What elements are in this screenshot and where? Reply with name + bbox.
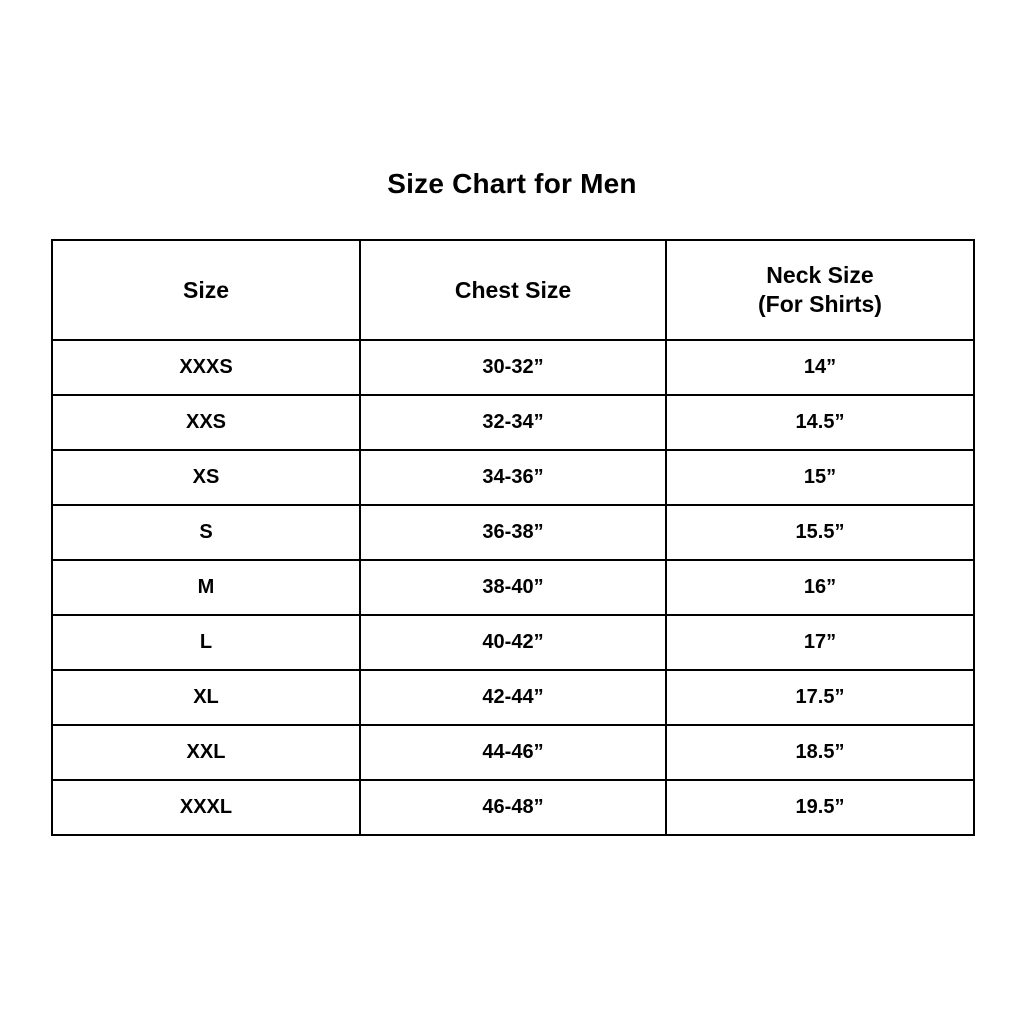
- cell-neck: 15”: [666, 450, 974, 505]
- cell-chest: 44-46”: [360, 725, 666, 780]
- cell-chest: 32-34”: [360, 395, 666, 450]
- table-row: [52, 505, 974, 560]
- cell-chest: 30-32”: [360, 340, 666, 395]
- column-header-neck-size: [666, 240, 974, 340]
- cell-chest: 40-42”: [360, 615, 666, 670]
- cell-size: XL: [52, 670, 360, 725]
- cell-size: S: [52, 505, 360, 560]
- cell-chest: 38-40”: [360, 560, 666, 615]
- cell-neck: 17.5”: [666, 670, 974, 725]
- cell-neck: 19.5”: [666, 780, 974, 835]
- table-row: [52, 560, 974, 615]
- cell-size: XXS: [52, 395, 360, 450]
- table-row: [52, 615, 974, 670]
- cell-neck: 14.5”: [666, 395, 974, 450]
- cell-neck: 18.5”: [666, 725, 974, 780]
- cell-chest: 36-38”: [360, 505, 666, 560]
- cell-size: XXXS: [52, 340, 360, 395]
- cell-neck: 15.5”: [666, 505, 974, 560]
- column-header-neck-size-sublabel: (For Shirts): [758, 291, 882, 317]
- size-chart-table: [51, 239, 975, 836]
- table-body: [52, 340, 974, 835]
- table-header-row: [52, 240, 974, 340]
- cell-size: XS: [52, 450, 360, 505]
- cell-neck: 16”: [666, 560, 974, 615]
- cell-size: M: [52, 560, 360, 615]
- cell-size: XXXL: [52, 780, 360, 835]
- column-header-chest-size: [360, 240, 666, 340]
- cell-chest: 46-48”: [360, 780, 666, 835]
- cell-size: L: [52, 615, 360, 670]
- cell-size: XXL: [52, 725, 360, 780]
- column-header-size-label: Size: [182, 276, 230, 303]
- cell-neck: 17”: [666, 615, 974, 670]
- cell-neck: 14”: [666, 340, 974, 395]
- cell-chest: 42-44”: [360, 670, 666, 725]
- table-header: [52, 240, 974, 340]
- column-header-neck-size-label: Neck Size: [766, 262, 874, 289]
- page-title: Size Chart for Men: [387, 168, 637, 199]
- table-row: [52, 395, 974, 450]
- size-chart-table-wrapper: [51, 239, 973, 836]
- cell-chest: 34-36”: [360, 450, 666, 505]
- column-header-size: [52, 240, 360, 340]
- table-row: [52, 450, 974, 505]
- table-row: [52, 340, 974, 395]
- table-row: [52, 780, 974, 835]
- table-row: [52, 725, 974, 780]
- column-header-chest-size-label: Chest Size: [454, 276, 572, 303]
- table-row: [52, 670, 974, 725]
